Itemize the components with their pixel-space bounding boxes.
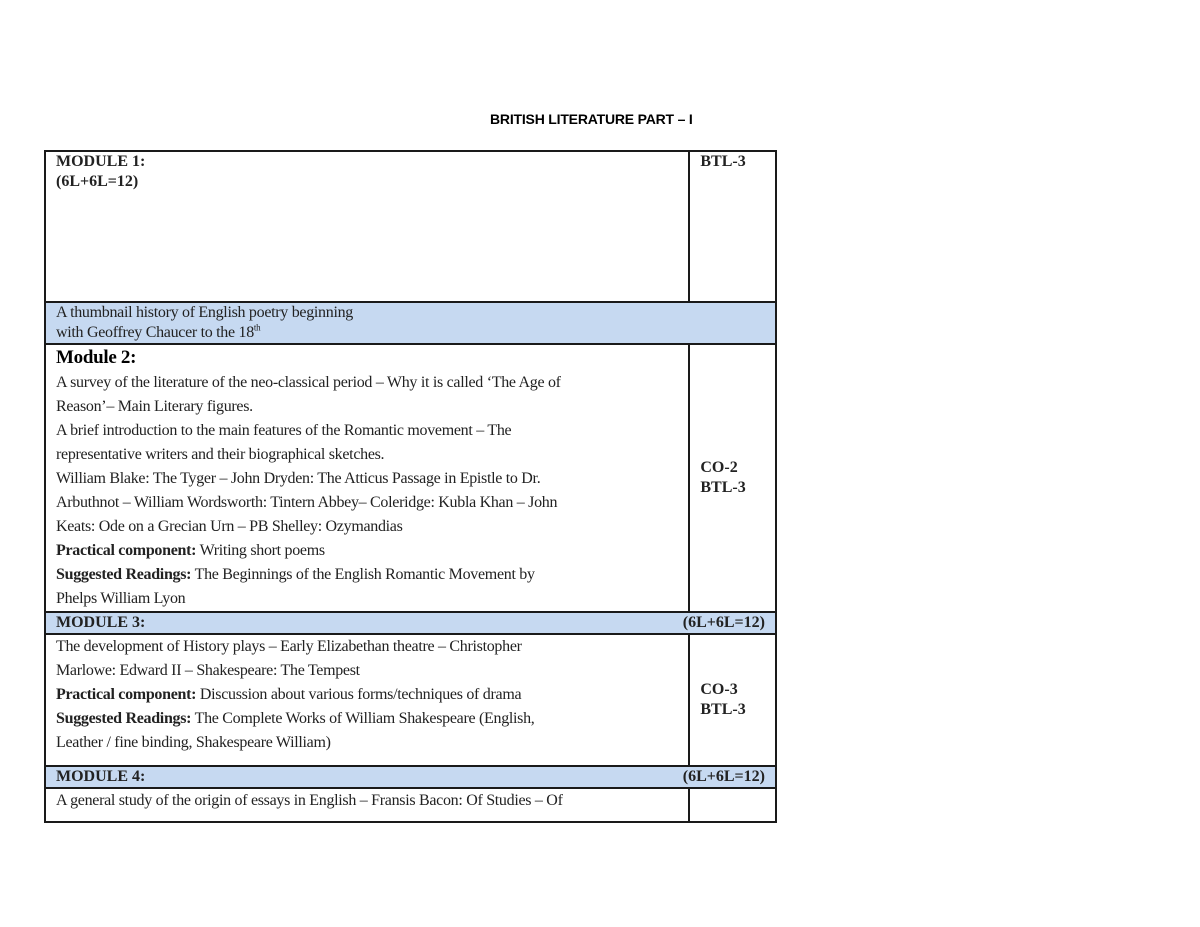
module1-summary-row xyxy=(45,302,776,344)
module2-readings xyxy=(56,563,678,587)
module2-line: representative writers and their biographical sketches. xyxy=(56,446,385,463)
module4-header-line xyxy=(56,767,765,787)
module2-readings-text: The Beginnings of the English Romantic Movement by xyxy=(191,566,535,583)
module4-header-row xyxy=(45,766,776,788)
module2-heading: Module 2: xyxy=(56,347,137,368)
module4-hours: (6L+6L=12) xyxy=(682,768,765,785)
module2-line: A survey of the literature of the neo-classical period – Why it is called ‘The Age of xyxy=(56,374,561,391)
module3-practical-label: Practical component: xyxy=(56,686,197,703)
module3-practical xyxy=(56,683,678,707)
module3-co: CO-3 xyxy=(700,681,738,698)
module2-line: Arbuthnot – William Wordsworth: Tintern Abbey– Coleridge: Kubla Khan – John xyxy=(56,494,558,511)
module3-line: The development of History plays – Early Elizabethan theatre – Christopher xyxy=(56,638,522,655)
module3-line: Marlowe: Edward II – Shakespeare: The Tempest xyxy=(56,662,360,679)
module1-btl: BTL-3 xyxy=(700,153,746,170)
module2-btl: BTL-3 xyxy=(700,479,746,496)
module2-readings-cont: Phelps William Lyon xyxy=(56,590,186,607)
module4-row xyxy=(45,788,776,822)
module1-heading: MODULE 1: xyxy=(56,153,146,170)
module4-header-cell xyxy=(45,766,776,788)
module2-line: A brief introduction to the main features of the Romantic movement – The xyxy=(56,422,512,439)
module2-outcome-cell xyxy=(689,344,776,612)
module1-summary-sup: th xyxy=(253,322,261,333)
module3-readings-text: The Complete Works of William Shakespeare (English, xyxy=(191,710,535,727)
module2-row xyxy=(45,344,776,612)
module3-readings xyxy=(56,707,678,731)
module2-co: CO-2 xyxy=(700,459,738,476)
module2-content-cell xyxy=(45,344,689,612)
module1-btl-cell xyxy=(689,151,776,302)
module2-line: Reason’– Main Literary figures. xyxy=(56,398,253,415)
module2-line: William Blake: The Tyger – John Dryden: The Atticus Passage in Epistle to Dr. xyxy=(56,470,541,487)
module3-header-row xyxy=(45,612,776,634)
module3-header-cell xyxy=(45,612,776,634)
module1-summary-line1: A thumbnail history of English poetry beginning xyxy=(56,304,353,321)
page-title: BRITISH LITERATURE PART – I xyxy=(490,111,693,127)
module3-readings-label: Suggested Readings: xyxy=(56,710,192,727)
module2-practical-label: Practical component: xyxy=(56,542,197,559)
module1-summary-line2 xyxy=(56,323,765,343)
module4-heading: MODULE 4: xyxy=(56,768,146,785)
module2-readings-label: Suggested Readings: xyxy=(56,566,192,583)
module2-practical-text: Writing short poems xyxy=(196,542,325,559)
module3-header-line xyxy=(56,613,765,633)
module4-content-cell xyxy=(45,788,689,822)
module3-heading: MODULE 3: xyxy=(56,614,146,631)
module2-line: Keats: Ode on a Grecian Urn – PB Shelley: Ozymandias xyxy=(56,518,403,535)
module1-summary-cell xyxy=(45,302,776,344)
module4-line: A general study of the origin of essays in English – Fransis Bacon: Of Studies – Of xyxy=(56,792,563,809)
module2-practical xyxy=(56,539,678,563)
syllabus-table xyxy=(44,150,777,823)
module1-hours: (6L+6L=12) xyxy=(56,173,139,190)
module3-btl: BTL-3 xyxy=(700,701,746,718)
module1-header-cell xyxy=(45,151,689,302)
module1-summary-line2-text: with Geoffrey Chaucer to the 18 xyxy=(56,324,254,341)
module3-content-cell xyxy=(45,634,689,766)
module3-practical-text: Discussion about various forms/techniques of drama xyxy=(196,686,522,703)
module3-hours: (6L+6L=12) xyxy=(682,614,765,631)
module3-outcome-cell xyxy=(689,634,776,766)
module3-readings-cont: Leather / fine binding, Shakespeare William) xyxy=(56,734,331,751)
module4-outcome-cell xyxy=(689,788,776,822)
module1-header-row xyxy=(45,151,776,302)
module3-row xyxy=(45,634,776,766)
